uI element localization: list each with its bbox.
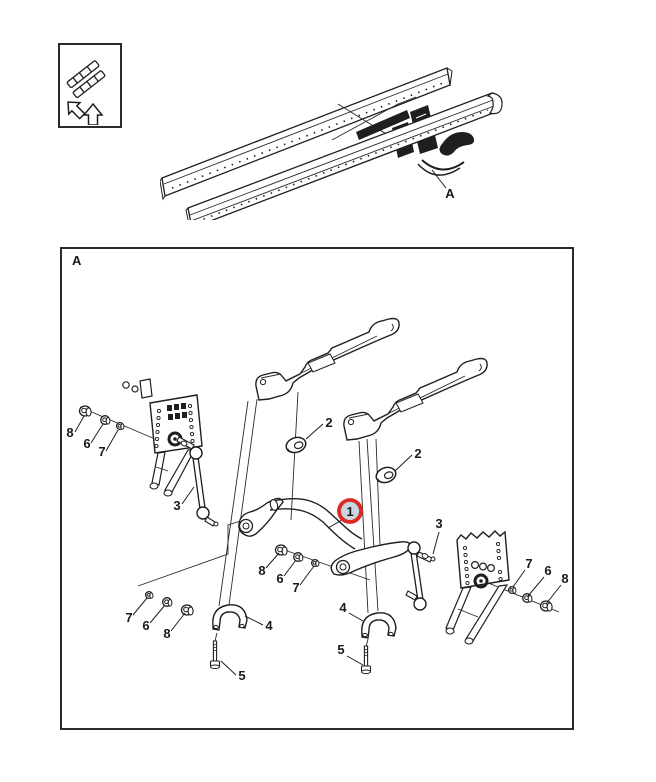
arrow-up-icon — [84, 104, 102, 125]
detail-view-box — [60, 247, 574, 730]
stabilizer-link-left — [177, 437, 218, 526]
callout-5-left: 5 — [238, 668, 246, 683]
bracket-tower-left — [123, 379, 202, 496]
orientation-icon — [60, 45, 119, 125]
callout-1-highlighted[interactable]: 1 — [346, 504, 354, 519]
callout-7-upper-left: 7 — [98, 444, 106, 459]
callout-8-upper-left: 8 — [66, 425, 74, 440]
callout-6-upper-left: 6 — [83, 436, 91, 451]
orientation-indicator-box — [58, 43, 122, 128]
callout-a-label: A — [445, 186, 455, 201]
highlighted-callout-1[interactable] — [339, 500, 361, 522]
callout-3-right: 3 — [435, 516, 443, 531]
callout-7-right: 7 — [525, 556, 533, 571]
hardware-group-lower-left — [146, 592, 194, 616]
frame-overview-illustration — [160, 40, 505, 220]
callout-2-right: 2 — [414, 446, 422, 461]
stabilizer-link-right — [406, 542, 435, 610]
clamp-right — [362, 613, 396, 638]
callout-7-lower-left: 7 — [125, 610, 133, 625]
callout-8-right: 8 — [561, 571, 569, 586]
clamp-left — [213, 605, 247, 630]
bushing-left — [284, 435, 308, 455]
callout-8-middle: 8 — [258, 563, 266, 578]
callout-6-middle: 6 — [276, 571, 284, 586]
bolt-right — [362, 646, 371, 674]
crossmember-right — [344, 359, 487, 441]
frame-icon — [67, 60, 106, 98]
callout-3-left: 3 — [173, 498, 181, 513]
callout-5-right: 5 — [337, 642, 345, 657]
detail-corner-label: A — [72, 253, 82, 268]
arrow-down-left-icon — [62, 96, 87, 121]
stabilizer-exploded-diagram — [62, 249, 572, 728]
callout-7-middle: 7 — [292, 580, 300, 595]
callout-8-lower-left: 8 — [163, 626, 171, 641]
bracket-tower-right — [446, 531, 509, 644]
callout-4-right: 4 — [339, 600, 347, 615]
callout-4-left: 4 — [265, 618, 273, 633]
bolt-left — [211, 641, 220, 669]
crossmember-left — [256, 319, 399, 401]
callout-6-lower-left: 6 — [142, 618, 150, 633]
callout-2-left: 2 — [325, 415, 333, 430]
hardware-group-middle — [276, 545, 319, 566]
callout-6-right: 6 — [544, 563, 552, 578]
hardware-group-right — [509, 587, 552, 612]
